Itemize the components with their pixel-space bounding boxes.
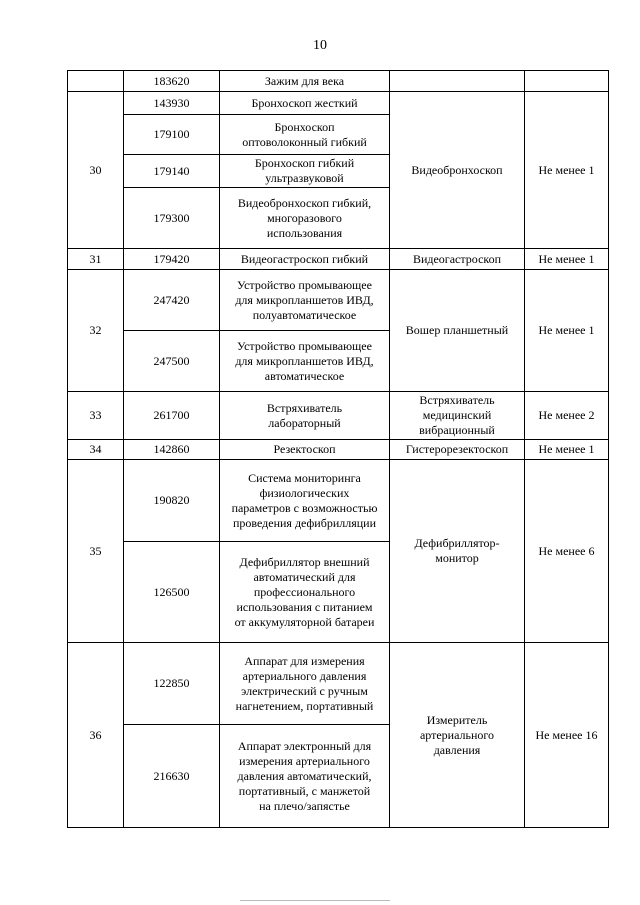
item-code-cell: 126500 [124, 542, 220, 643]
item-name-cell: Устройство промывающее для микропланшетов ИВД, автоматическое [220, 331, 390, 392]
row-number-cell: 30 [68, 92, 124, 249]
item-code-cell: 190820 [124, 460, 220, 542]
item-code-cell: 261700 [124, 392, 220, 440]
item-name-cell: Дефибриллятор внешний автоматический для профессионального использования с питанием от аккумуляторной батареи [220, 542, 390, 643]
row-number-cell: 31 [68, 249, 124, 270]
row-number-cell [68, 71, 124, 92]
equipment-cell: Видеобронхоскоп [390, 92, 525, 249]
table-row [68, 460, 609, 542]
quantity-cell [525, 71, 609, 92]
quantity-cell: Не менее 2 [525, 392, 609, 440]
quantity-cell: Не менее 1 [525, 270, 609, 392]
item-name-cell: Встряхиватель лабораторный [220, 392, 390, 440]
table-row [68, 92, 609, 115]
item-name-cell: Видеогастроскоп гибкий [220, 249, 390, 270]
item-name-cell: Аппарат электронный для измерения артериального давления автоматический, портативный, с манжетой на плечо/запястье [220, 725, 390, 828]
equipment-table [67, 70, 609, 828]
item-code-cell: 179300 [124, 188, 220, 249]
quantity-cell: Не менее 1 [525, 92, 609, 249]
item-name-cell: Резектоскоп [220, 440, 390, 460]
equipment-cell [390, 71, 525, 92]
row-number-cell: 33 [68, 392, 124, 440]
item-name-cell: Видеобронхоскоп гибкий, многоразового использования [220, 188, 390, 249]
item-name-cell: Зажим для века [220, 71, 390, 92]
table-row [68, 71, 609, 92]
item-name-cell: Бронхоскоп жесткий [220, 92, 390, 115]
item-code-cell: 183620 [124, 71, 220, 92]
equipment-cell: Гистерорезектоскоп [390, 440, 525, 460]
table-row [68, 270, 609, 331]
row-number-cell: 36 [68, 643, 124, 828]
item-code-cell: 216630 [124, 725, 220, 828]
item-code-cell: 143930 [124, 92, 220, 115]
item-code-cell: 247500 [124, 331, 220, 392]
item-code-cell: 142860 [124, 440, 220, 460]
table-row [68, 440, 609, 460]
item-name-cell: Бронхоскоп гибкий ультразвуковой [220, 155, 390, 188]
item-code-cell: 179420 [124, 249, 220, 270]
equipment-cell: Видеогастроскоп [390, 249, 525, 270]
item-code-cell: 122850 [124, 643, 220, 725]
equipment-cell: Измеритель артериального давления [390, 643, 525, 828]
equipment-cell: Встряхиватель медицинский вибрационный [390, 392, 525, 440]
equipment-cell: Дефибриллятор- монитор [390, 460, 525, 643]
item-code-cell: 247420 [124, 270, 220, 331]
quantity-cell: Не менее 16 [525, 643, 609, 828]
row-number-cell: 32 [68, 270, 124, 392]
item-name-cell: Бронхоскоп оптоволоконный гибкий [220, 115, 390, 155]
table-row [68, 249, 609, 270]
page-number: 10 [313, 38, 327, 53]
row-number-cell: 34 [68, 440, 124, 460]
table-row [68, 392, 609, 440]
item-code-cell: 179100 [124, 115, 220, 155]
quantity-cell: Не менее 1 [525, 249, 609, 270]
quantity-cell: Не менее 1 [525, 440, 609, 460]
item-code-cell: 179140 [124, 155, 220, 188]
scan-edge-line [240, 900, 390, 901]
item-name-cell: Аппарат для измерения артериального давления электрический с ручным нагнетением, портативный [220, 643, 390, 725]
table-row [68, 643, 609, 725]
quantity-cell: Не менее 6 [525, 460, 609, 643]
item-name-cell: Система мониторинга физиологических параметров с возможностью проведения дефибрилляции [220, 460, 390, 542]
item-name-cell: Устройство промывающее для микропланшетов ИВД, полуавтоматическое [220, 270, 390, 331]
equipment-cell: Вошер планшетный [390, 270, 525, 392]
row-number-cell: 35 [68, 460, 124, 643]
